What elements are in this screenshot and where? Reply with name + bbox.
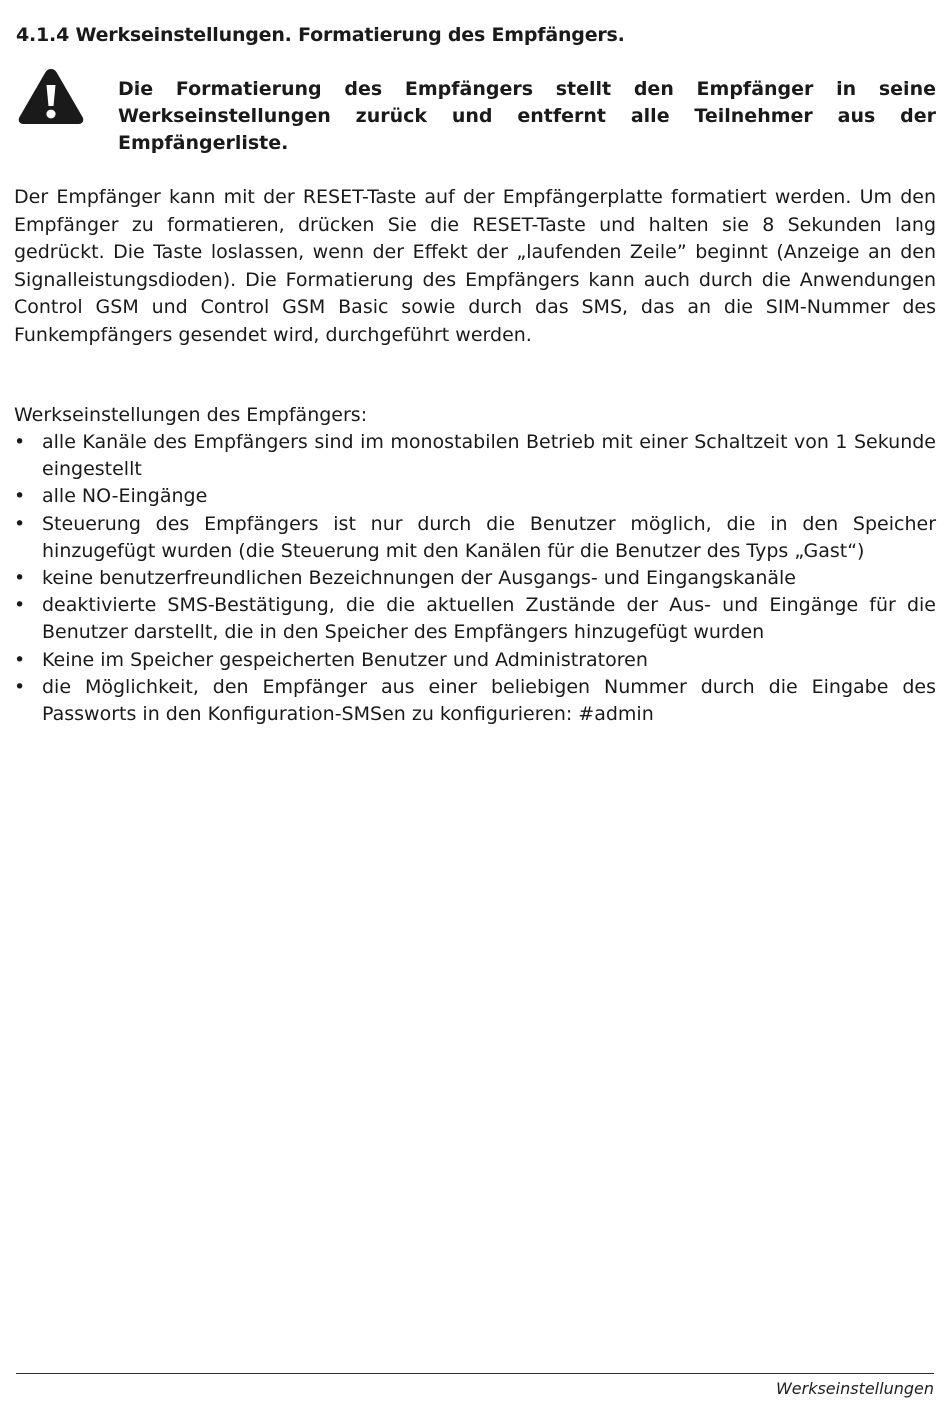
list-item-text: keine benutzerfreundlichen Bezeichnungen der Ausgangs- und Eingangskanäle: [42, 567, 796, 590]
warning-triangle-icon: [16, 66, 86, 126]
warning-box: [16, 66, 936, 154]
factory-settings-list: [14, 429, 936, 728]
warning-text: Die Formatierung des Empfängers stellt den Empfänger in seine Werkseinstellungen zurück und entfernt alle Teilnehmer aus der Empfängerliste.: [118, 78, 936, 154]
section-title: 4.1.4 Werkseinstellungen. Formatierung des Empfängers.: [16, 24, 625, 46]
bullet-icon: •: [14, 485, 26, 508]
list-item: [14, 483, 936, 510]
bullet-icon: •: [14, 567, 26, 590]
list-item: [14, 511, 936, 565]
list-item: [14, 674, 936, 728]
body-paragraph: Der Empfänger kann mit der RESET-Taste auf der Empfängerplatte formatiert werden. Um den Empfänger zu formatieren, drücken Sie die RESET-Taste und halten sie 8 Sekunden lang gedrückt. Die Taste loslassen, wenn der Effekt der „laufenden Zeile” beginnt (Anzeige an den Signalleistungsdioden). Die Formatierung des Empfängers kann auch durch die Anwendungen Control GSM und Control GSM Basic sowie durch das SMS, das an die SIM-Nummer des Funkempfängers gesendet wird, durchgeführt werden.: [14, 186, 936, 346]
footer-divider: [16, 1373, 934, 1374]
list-item: [14, 429, 936, 483]
bullet-icon: •: [14, 512, 26, 535]
list-item-text: Keine im Speicher gespeicherten Benutzer und Administratoren: [42, 648, 648, 671]
bullet-icon: •: [14, 431, 26, 453]
bullet-icon: •: [14, 675, 26, 698]
list-item-text: deaktivierte SMS-Bestätigung, die die aktuellen Zustände der Aus- und Eingänge für die Benutzer darstellt, die in den Speicher des Empfängers hinzugefügt wurden: [42, 594, 936, 644]
bullet-icon: •: [14, 594, 26, 617]
list-item: [14, 565, 936, 592]
list-item-text: Steuerung des Empfängers ist nur durch die Benutzer möglich, die in den Speicher hinzugefügt wurden (die Steuerung mit den Kanälen für die Benutzer des Typs „Gast“): [42, 512, 936, 562]
footer-section-label: Werkseinstellungen: [775, 1379, 934, 1398]
list-item-text: alle Kanäle des Empfängers sind im monostabilen Betrieb mit einer Schaltzeit von 1 Sekunde eingestellt: [42, 431, 936, 481]
factory-settings-heading: Werkseinstellungen des Empfängers:: [14, 404, 368, 426]
list-item: [14, 592, 936, 646]
list-item-text: alle NO-Eingänge: [42, 485, 208, 508]
bullet-icon: •: [14, 648, 26, 671]
list-item-text: die Möglichkeit, den Empfänger aus einer beliebigen Nummer durch die Eingabe des Passworts in den Konfiguration-SMSen zu konfigurieren: #admin: [42, 675, 936, 726]
list-item: [14, 647, 936, 674]
